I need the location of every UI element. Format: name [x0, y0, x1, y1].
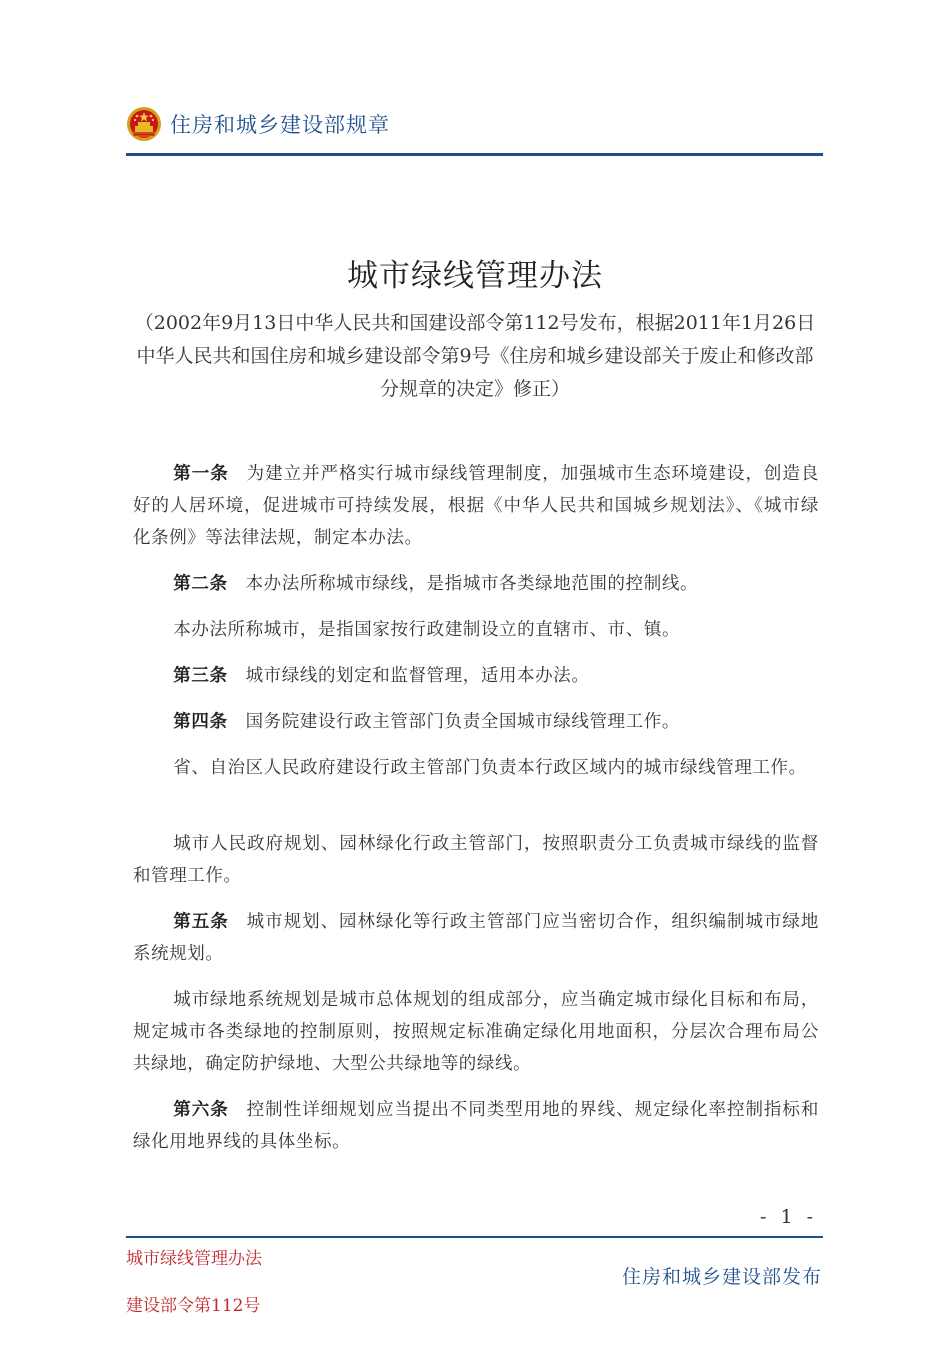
article-text: 为建立并严格实行城市绿线管理制度，加强城市生态环境建设，创造良好的人居环境，促进城市可持续发展，根据《中华人民共和国城乡规划法》、《城市绿化条例》等法律法规，制定本办法。	[133, 464, 819, 548]
paragraph	[133, 614, 819, 646]
article-text: 国务院建设行政主管部门负责全国城市绿线管理工作。	[245, 712, 680, 732]
page-header	[126, 104, 390, 144]
article-4	[133, 706, 819, 738]
article-1	[133, 458, 819, 554]
header-divider	[126, 153, 823, 156]
article-text: 城市绿线的划定和监督管理，适用本办法。	[245, 666, 590, 686]
document-title: 城市绿线管理办法	[347, 258, 603, 294]
article-label: 第三条	[173, 666, 228, 686]
footer-divider	[126, 1236, 823, 1238]
national-emblem-icon	[126, 106, 162, 142]
article-label: 第五条	[173, 912, 229, 932]
paragraph	[133, 752, 819, 784]
article-label: 第四条	[173, 712, 228, 732]
paragraph-text: 城市绿地系统规划是城市总体规划的组成部分，应当确定城市绿化目标和布局，规定城市各类绿地的控制原则，按照规定标准确定绿化用地面积，分层次合理布局公共绿地，确定防护绿地、大型公共绿地等的绿线。	[133, 990, 819, 1074]
footer-document-name: 城市绿线管理办法	[126, 1249, 262, 1269]
article-text: 控制性详细规划应当提出不同类型用地的界线、规定绿化率控制指标和绿化用地界线的具体坐标。	[133, 1100, 819, 1152]
article-text: 城市规划、园林绿化等行政主管部门应当密切合作，组织编制城市绿地系统规划。	[133, 912, 819, 964]
footer-publisher: 住房和城乡建设部发布	[621, 1266, 822, 1288]
page-number: - 1 -	[760, 1206, 818, 1228]
article-5	[133, 906, 819, 970]
article-label: 第一条	[173, 464, 229, 484]
header-title: 住房和城乡建设部规章	[170, 113, 390, 137]
paragraph-text: 本办法所称城市，是指国家按行政建制设立的直辖市、市、镇。	[173, 620, 681, 640]
article-label: 第六条	[173, 1100, 229, 1120]
paragraph-text: 省、自治区人民政府建设行政主管部门负责本行政区域内的城市绿线管理工作。	[173, 758, 807, 778]
footer-decree-number: 建设部令第112号	[126, 1296, 261, 1316]
paragraph	[133, 828, 819, 892]
article-text: 本办法所称城市绿线，是指城市各类绿地范围的控制线。	[245, 574, 699, 594]
article-label: 第二条	[173, 574, 228, 594]
article-6	[133, 1094, 819, 1158]
document-subtitle: （2002年9月13日中华人民共和国建设部令第112号发布，根据2011年1月26日中华人民共和国住房和城乡建设部令第9号《住房和城乡建设部关于废止和修改部分规章的决定》修正）	[134, 312, 816, 400]
paragraph-text: 城市人民政府规划、园林绿化行政主管部门，按照职责分工负责城市绿线的监督和管理工作。	[133, 834, 819, 886]
article-3	[133, 660, 819, 692]
article-2	[133, 568, 819, 600]
paragraph	[133, 984, 819, 1080]
